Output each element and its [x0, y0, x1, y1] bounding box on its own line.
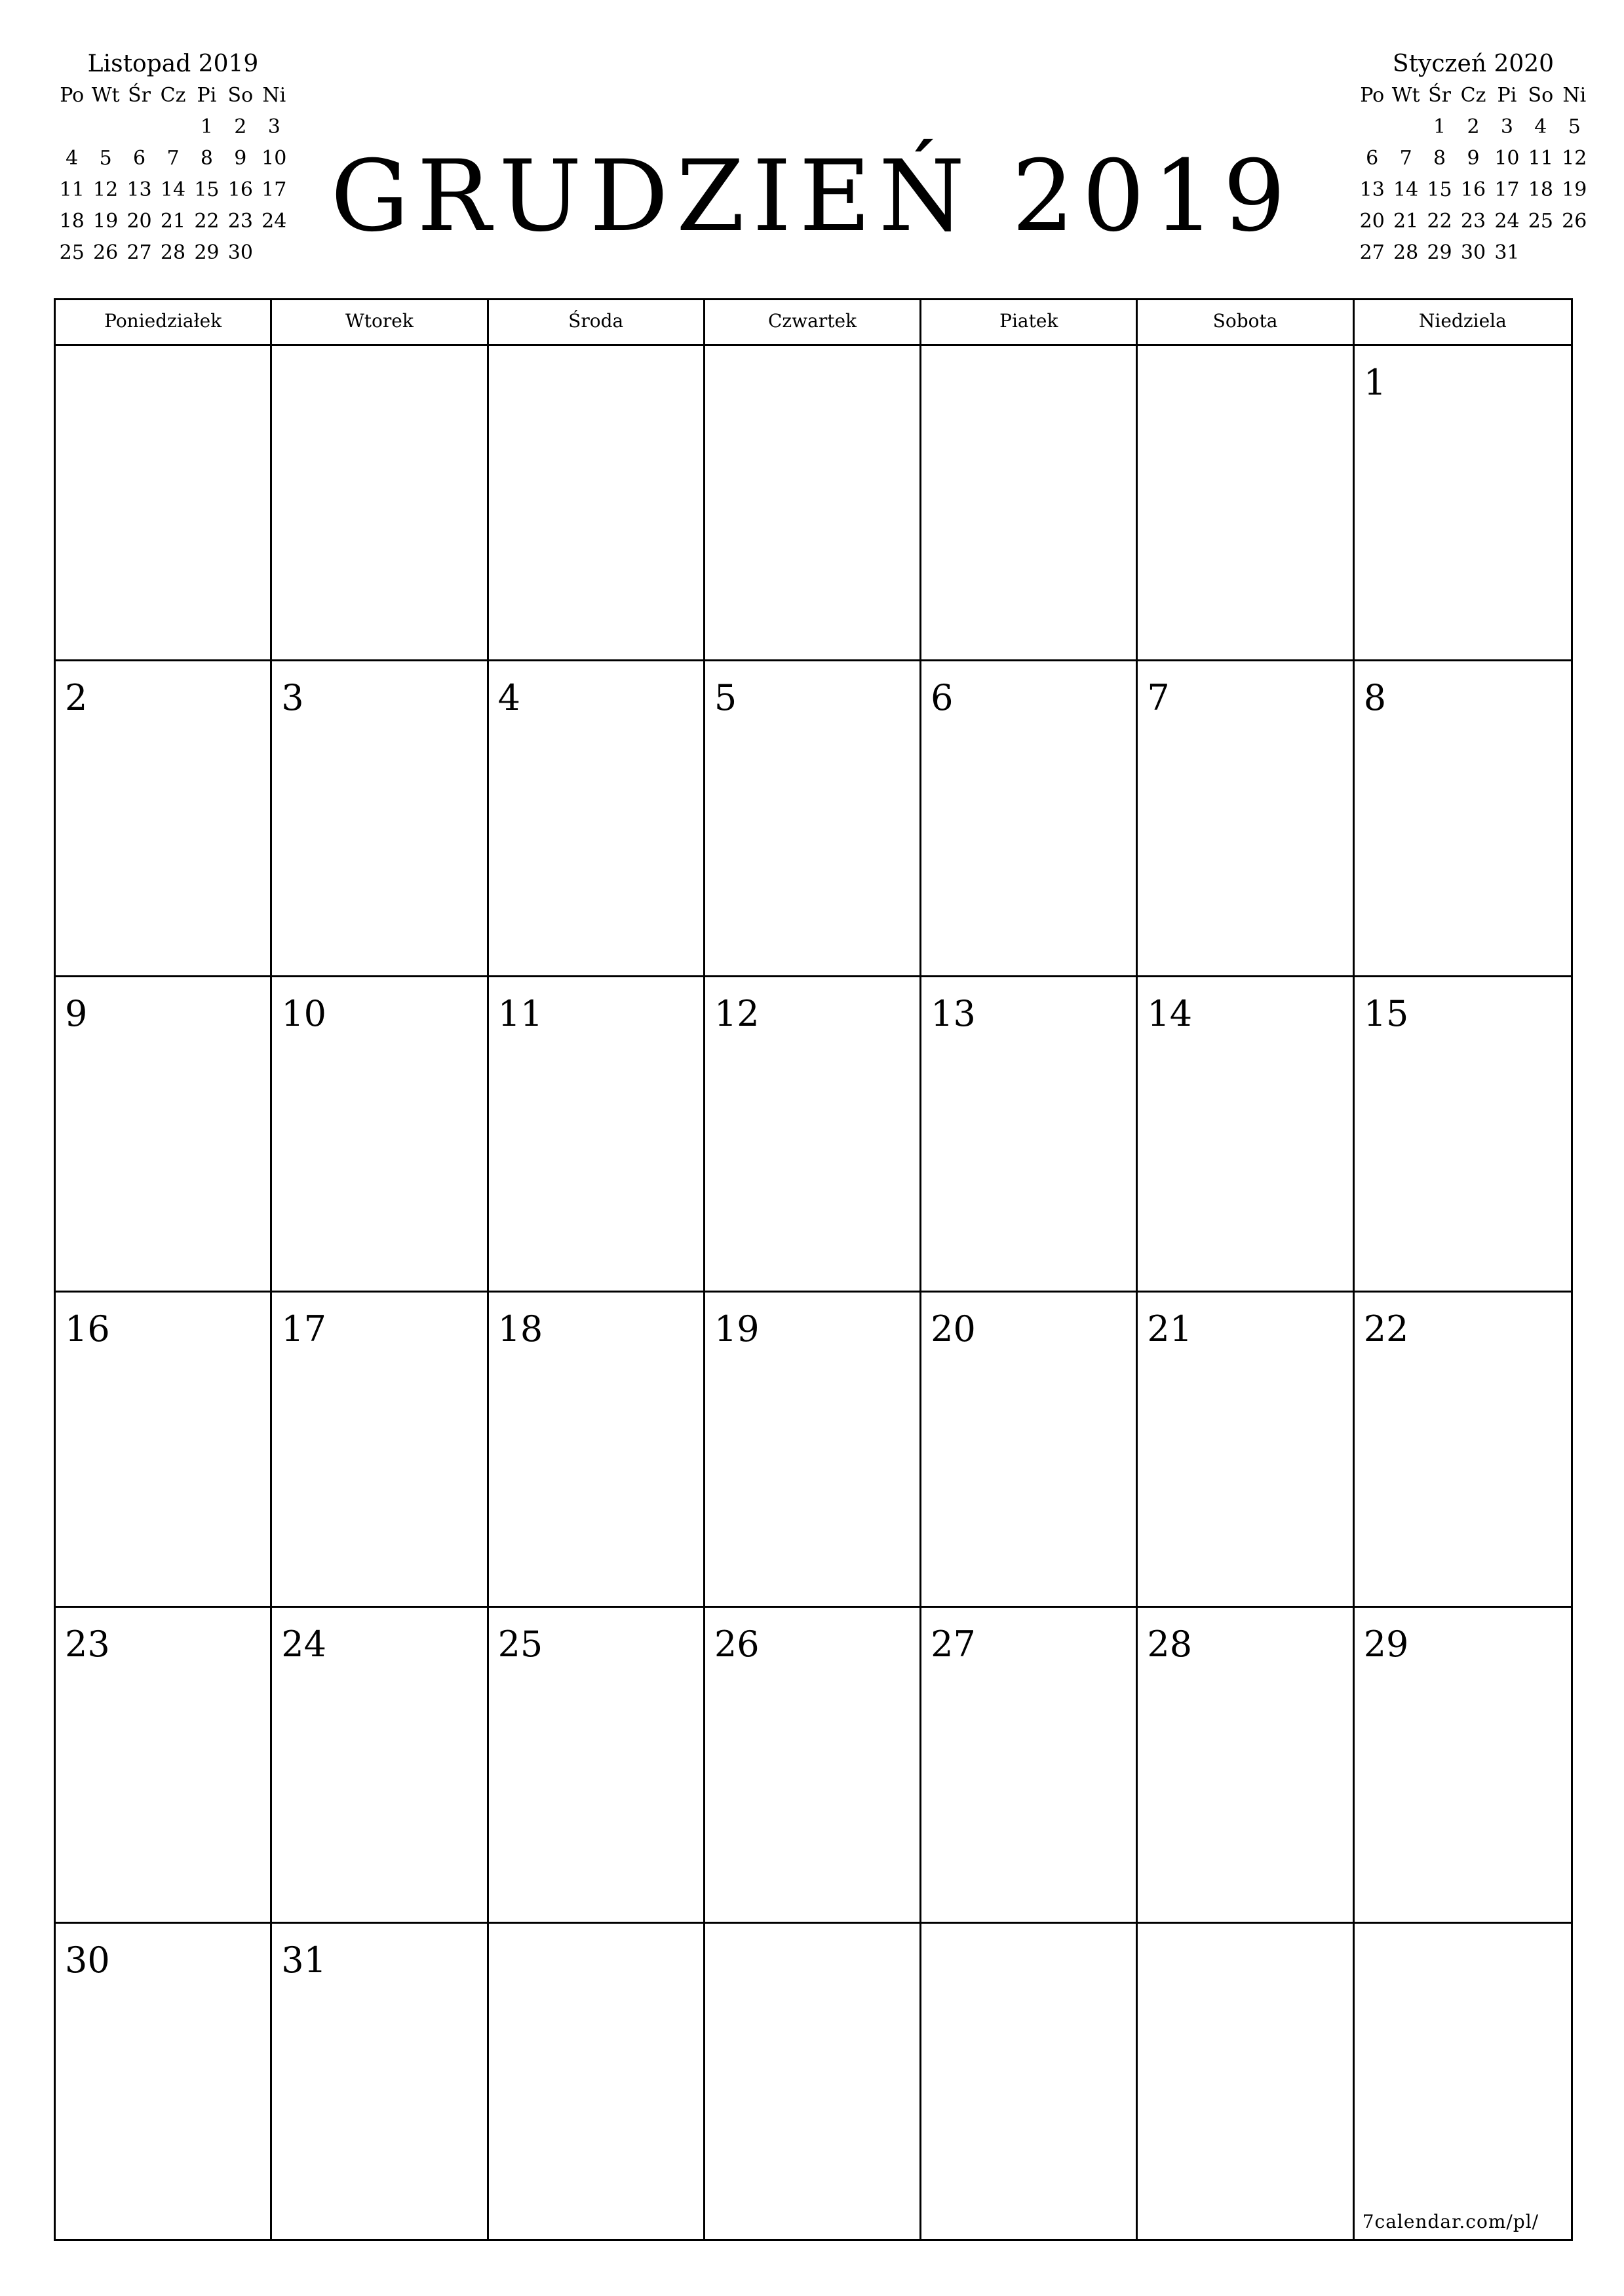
day-number: 4: [497, 677, 520, 719]
mini-day: 19: [93, 210, 119, 233]
day-cell: [1355, 977, 1571, 1293]
mini-day: 27: [1359, 241, 1385, 264]
mini-day: 8: [1433, 147, 1446, 170]
day-number: 3: [281, 677, 304, 719]
mini-day: 3: [1500, 115, 1513, 138]
mini-day: 26: [1562, 210, 1587, 233]
day-number: 5: [714, 677, 737, 719]
day-cell: [705, 346, 921, 661]
day-cell: [1355, 346, 1571, 661]
mini-day: [1355, 111, 1389, 143]
mini-day: 17: [1494, 178, 1520, 201]
day-number: 24: [281, 1624, 326, 1665]
mini-day: 30: [227, 241, 253, 264]
mini-day: 20: [126, 210, 152, 233]
day-cell: [1138, 661, 1354, 977]
page-title: GRUDZIEŃ 2019: [330, 140, 1294, 254]
mini-day: 2: [234, 115, 247, 138]
mini-day: 15: [194, 178, 220, 201]
mini-day: 20: [1359, 210, 1385, 233]
mini-day: 16: [1460, 178, 1486, 201]
weekday-header: Niedziela: [1355, 300, 1571, 346]
mini-weekday-label: Wt: [91, 84, 120, 107]
mini-day: 1: [200, 115, 213, 138]
day-number: 14: [1147, 992, 1193, 1034]
mini-day: 28: [1393, 241, 1419, 264]
mini-day: 23: [227, 210, 253, 233]
mini-day: 30: [1460, 241, 1486, 264]
mini-day: 21: [1393, 210, 1419, 233]
day-cell: [705, 1293, 921, 1608]
mini-day: 22: [194, 210, 220, 233]
day-cell: [272, 1293, 488, 1608]
mini-day: 12: [1562, 147, 1587, 170]
day-number: 29: [1363, 1624, 1409, 1665]
day-number: 31: [281, 1939, 326, 1981]
day-cell: [56, 346, 272, 661]
mini-weekday-label: Cz: [160, 84, 186, 107]
weekday-header: Poniedziałek: [56, 300, 272, 346]
mini-day: [1558, 237, 1591, 269]
mini-day: 10: [1494, 147, 1520, 170]
day-cell: [56, 1293, 272, 1608]
day-number: 15: [1363, 992, 1409, 1034]
day-cell: [921, 1608, 1138, 1923]
mini-weekday-label: So: [1528, 84, 1554, 107]
month-grid: [54, 298, 1573, 2241]
day-cell: [1138, 1924, 1354, 2239]
day-cell: [56, 1608, 272, 1923]
footer-link[interactable]: 7calendar.com/pl/: [1362, 2211, 1539, 2232]
day-cell: [705, 1608, 921, 1923]
day-number: 13: [931, 992, 976, 1034]
mini-weekday-label: Cz: [1460, 84, 1486, 107]
day-number: 8: [1363, 677, 1387, 719]
mini-day: 4: [66, 147, 79, 170]
mini-day: 24: [261, 210, 287, 233]
mini-day: 25: [1528, 210, 1553, 233]
day-number: 2: [65, 677, 88, 719]
mini-day: 31: [1494, 241, 1520, 264]
day-number: 19: [714, 1308, 760, 1350]
mini-day: 17: [261, 178, 287, 201]
mini-day: 14: [160, 178, 186, 201]
day-cell: [489, 661, 705, 977]
day-number: 27: [931, 1624, 976, 1665]
mini-day: 5: [99, 147, 112, 170]
day-number: 7: [1147, 677, 1170, 719]
mini-weekday-label: Wt: [1391, 84, 1420, 107]
day-cell: [1138, 977, 1354, 1293]
day-cell: [1138, 1293, 1354, 1608]
mini-day: 3: [267, 115, 280, 138]
day-number: 9: [65, 992, 88, 1034]
mini-day: 2: [1467, 115, 1480, 138]
mini-weekday-label: Ni: [262, 84, 286, 107]
day-cell: [272, 346, 488, 661]
mini-day: 15: [1427, 178, 1452, 201]
mini-day: 18: [59, 210, 85, 233]
day-cell: [705, 1924, 921, 2239]
day-number: 12: [714, 992, 760, 1034]
day-cell: [1355, 1608, 1571, 1923]
mini-day: 26: [93, 241, 119, 264]
mini-day: 5: [1568, 115, 1581, 138]
mini-day: 29: [1427, 241, 1452, 264]
mini-weekday-label: Pi: [197, 84, 217, 107]
mini-calendar-next-title: Styczeń 2020: [1392, 50, 1555, 77]
day-cell: [921, 1293, 1138, 1608]
mini-day: [1389, 111, 1422, 143]
mini-day: 18: [1528, 178, 1553, 201]
mini-day: 11: [1528, 147, 1553, 170]
mini-day: 13: [126, 178, 152, 201]
day-cell: [56, 661, 272, 977]
day-cell: [1355, 661, 1571, 977]
day-number: 18: [497, 1308, 543, 1350]
day-cell: [272, 661, 488, 977]
mini-day: 7: [1399, 147, 1412, 170]
mini-day: 14: [1393, 178, 1419, 201]
mini-weekday-label: Śr: [1428, 84, 1452, 107]
day-number: 17: [281, 1308, 326, 1350]
day-cell: [489, 346, 705, 661]
weekday-header: Czwartek: [705, 300, 921, 346]
day-number: 10: [281, 992, 326, 1034]
day-cell: [489, 1608, 705, 1923]
mini-weekday-label: Śr: [128, 84, 151, 107]
day-cell: [921, 346, 1138, 661]
mini-day: 7: [166, 147, 180, 170]
day-number: 28: [1147, 1624, 1193, 1665]
day-cell: [272, 1608, 488, 1923]
mini-day: 22: [1427, 210, 1452, 233]
day-cell: [921, 1924, 1138, 2239]
day-cell: [1138, 1608, 1354, 1923]
day-number: 30: [65, 1939, 110, 1981]
day-cell: [921, 661, 1138, 977]
day-number: 25: [497, 1624, 543, 1665]
mini-day: 1: [1433, 115, 1446, 138]
mini-day: 21: [160, 210, 186, 233]
mini-day: 24: [1494, 210, 1520, 233]
mini-day: 6: [1366, 147, 1379, 170]
day-number: 22: [1363, 1308, 1409, 1350]
mini-weekday-label: So: [227, 84, 254, 107]
day-cell: [489, 1293, 705, 1608]
day-cell: [56, 1924, 272, 2239]
mini-day: 10: [261, 147, 287, 170]
mini-day: 9: [234, 147, 247, 170]
mini-day: 12: [93, 178, 119, 201]
weekday-header: Sobota: [1138, 300, 1354, 346]
day-number: 1: [1363, 362, 1387, 403]
day-cell: [489, 977, 705, 1293]
mini-day: 28: [160, 241, 186, 264]
mini-day: 6: [133, 147, 146, 170]
day-number: 6: [931, 677, 954, 719]
day-number: 16: [65, 1308, 110, 1350]
day-cell: [1355, 1924, 1571, 2239]
day-cell: [489, 1924, 705, 2239]
mini-calendar-prev-title: Listopad 2019: [87, 50, 259, 77]
day-cell: [56, 977, 272, 1293]
mini-day: 16: [227, 178, 253, 201]
mini-day: 23: [1460, 210, 1486, 233]
day-cell: [1138, 346, 1354, 661]
mini-weekday-label: Po: [60, 84, 85, 107]
weekday-header: Środa: [489, 300, 705, 346]
mini-day: 8: [200, 147, 213, 170]
mini-weekday-label: Po: [1360, 84, 1385, 107]
day-number: 21: [1147, 1308, 1193, 1350]
weekday-header: Wtorek: [272, 300, 488, 346]
day-number: 11: [497, 992, 543, 1034]
mini-day: 29: [194, 241, 220, 264]
mini-day: 11: [59, 178, 85, 201]
day-number: 23: [65, 1624, 110, 1665]
mini-day: 25: [59, 241, 85, 264]
day-number: 20: [931, 1308, 976, 1350]
mini-weekday-label: Ni: [1562, 84, 1587, 107]
mini-day: 19: [1562, 178, 1587, 201]
day-cell: [705, 661, 921, 977]
mini-calendar-next: [1355, 49, 1591, 269]
day-cell: [272, 977, 488, 1293]
mini-day: 27: [126, 241, 152, 264]
mini-day: [1524, 237, 1557, 269]
weekday-header: Piatek: [921, 300, 1138, 346]
day-cell: [705, 977, 921, 1293]
mini-weekday-label: Pi: [1497, 84, 1517, 107]
mini-day: 4: [1534, 115, 1547, 138]
day-number: 26: [714, 1624, 760, 1665]
mini-day: 9: [1467, 147, 1480, 170]
day-cell: [921, 977, 1138, 1293]
day-cell: [272, 1924, 488, 2239]
mini-day: 13: [1359, 178, 1385, 201]
day-cell: [1355, 1293, 1571, 1608]
mini-calendar-next-grid: [1355, 80, 1591, 269]
